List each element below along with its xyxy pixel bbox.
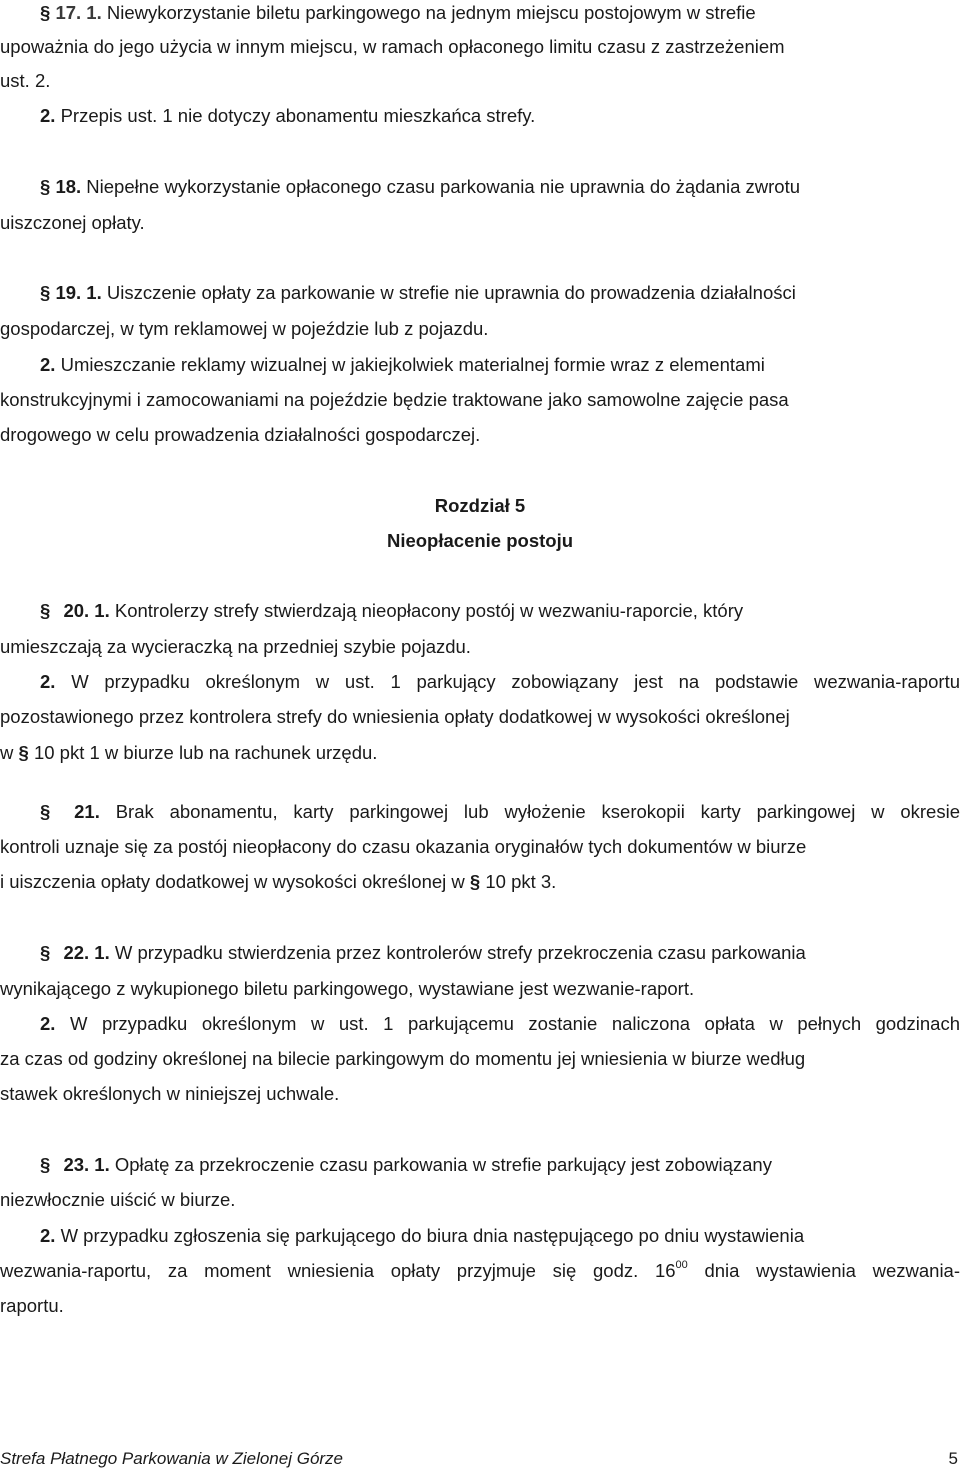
paragraph-17-line-1 (40, 2, 960, 24)
item-text: W przypadku określonym w ust. 1 parkujący zobowiązany jest na podstawie wezwania-raportu (71, 671, 960, 692)
paragraph-text: 10 pkt 3. (485, 871, 557, 892)
paragraph-19-line-1 (40, 282, 960, 304)
paragraph-number: 19. 1. (55, 282, 102, 303)
paragraph-19-item-2-line-1 (40, 354, 960, 376)
section-sign: § (40, 282, 51, 303)
item-text: w (0, 742, 14, 763)
section-sign: § (40, 2, 51, 23)
section-sign: § (40, 801, 51, 822)
paragraph-19-item-2-line-2: konstrukcyjnymi i zamocowaniami na pojeździe będzie traktowane jako samowolne zajęcie pasa (0, 389, 789, 410)
paragraph-21-line-3 (0, 871, 960, 893)
chapter-title: Rozdział 5 (434, 495, 526, 516)
paragraph-22-line-1 (40, 942, 960, 964)
paragraph-23-item-2-line-2 (0, 1260, 960, 1282)
paragraph-number: 23. 1. (63, 1154, 110, 1175)
paragraph-text: Opłatę za przekroczenie czasu parkowania w strefie parkujący jest zobowiązany (114, 1154, 772, 1175)
section-sign: § (40, 600, 51, 621)
item-number: 2. (40, 1013, 56, 1034)
paragraph-number: 21. (74, 801, 100, 822)
item-text: W przypadku zgłoszenia się parkującego do biura dnia następującego po dniu wystawienia (60, 1225, 805, 1246)
paragraph-text: Brak abonamentu, karty parkingowej lub wyłożenie kserokopii karty parkingowej w okresie (115, 801, 960, 822)
section-sign: § (40, 176, 51, 197)
item-text: wezwania-raportu, za moment wniesienia opłaty przyjmuje się godz. 16 (0, 1260, 676, 1281)
section-sign: § (40, 942, 51, 963)
paragraph-number: 17. 1. (55, 2, 102, 23)
paragraph-22-item-2-line-3: stawek określonych w niniejszej uchwale. (0, 1083, 340, 1104)
superscript: 00 (675, 1259, 688, 1271)
paragraph-20-item-2-line-2: pozostawionego przez kontrolera strefy do wniesienia opłaty dodatkowej w wysokości określonej (0, 706, 790, 727)
item-number: 2. (40, 671, 56, 692)
paragraph-text: Niewykorzystanie biletu parkingowego na jednym miejscu postojowym w strefie (106, 2, 756, 23)
paragraph-21-line-1 (40, 801, 960, 823)
paragraph-text: W przypadku stwierdzenia przez kontrolerów strefy przekroczenia czasu parkowania (114, 942, 806, 963)
paragraph-20-item-2-line-3 (0, 742, 960, 764)
item-text: Przepis ust. 1 nie dotyczy abonamentu mieszkańca strefy. (60, 105, 536, 126)
paragraph-21-line-2: kontroli uznaje się za postój nieopłacony do czasu okazania oryginałów tych dokumentów w biurze (0, 836, 807, 857)
paragraph-text: Niepełne wykorzystanie opłaconego czasu parkowania nie uprawnia do żądania zwrotu (86, 176, 801, 197)
chapter-subtitle: Nieopłacenie postoju (386, 530, 574, 551)
item-text: 10 pkt 1 w biurze lub na rachunek urzędu. (33, 742, 378, 763)
paragraph-23-item-2-line-1 (40, 1225, 960, 1247)
paragraph-20-item-2-line-1 (40, 671, 960, 693)
item-text: dnia wystawienia wezwania- (704, 1260, 960, 1281)
section-sign: § (40, 1154, 51, 1175)
paragraph-text: Kontrolerzy strefy stwierdzają nieopłacony postój w wezwaniu-raporcie, który (114, 600, 744, 621)
paragraph-23-item-2-line-3: raportu. (0, 1295, 64, 1316)
paragraph-18-line-2: uiszczonej opłaty. (0, 212, 145, 233)
paragraph-18-line-1 (40, 176, 960, 198)
paragraph-17-line-2: upoważnia do jego użycia w innym miejscu, w ramach opłaconego limitu czasu z zastrzeżeniem (0, 36, 785, 57)
paragraph-17-line-3: ust. 2. (0, 70, 51, 91)
paragraph-20-line-2: umieszczają za wycieraczką na przedniej szybie pojazdu. (0, 636, 471, 657)
page-number: 5 (948, 1449, 958, 1468)
paragraph-number: 20. 1. (63, 600, 110, 621)
item-number: 2. (40, 1225, 56, 1246)
section-sign: § (469, 871, 481, 892)
paragraph-text: Uiszczenie opłaty za parkowanie w strefie nie uprawnia do prowadzenia działalności (106, 282, 796, 303)
footer-title: Strefa Płatnego Parkowania w Zielonej Górze (0, 1449, 344, 1468)
paragraph-22-item-2-line-2: za czas od godziny określonej na bilecie parkingowym do momentu jej wniesienia w biurze według (0, 1048, 806, 1069)
item-number: 2. (40, 354, 56, 375)
paragraph-22-item-2-line-1 (40, 1013, 960, 1035)
paragraph-text: i uiszczenia opłaty dodatkowej w wysokości określonej w (0, 871, 465, 892)
paragraph-number: 22. 1. (63, 942, 110, 963)
item-text: W przypadku określonym w ust. 1 parkującemu zostanie naliczona opłata w pełnych godzinach (69, 1013, 960, 1034)
paragraph-17-item-2 (40, 105, 960, 127)
paragraph-23-line-1 (40, 1154, 960, 1176)
item-text: Umieszczanie reklamy wizualnej w jakiejkolwiek materialnej formie wraz z elementami (60, 354, 765, 375)
paragraph-number: 18. (55, 176, 82, 197)
paragraph-23-line-2: niezwłocznie uiścić w biurze. (0, 1189, 236, 1210)
paragraph-22-line-2: wynikającego z wykupionego biletu parkingowego, wystawiane jest wezwanie-raport. (0, 978, 695, 999)
paragraph-20-line-1 (40, 600, 960, 622)
paragraph-19-item-2-line-3: drogowego w celu prowadzenia działalności gospodarczej. (0, 424, 481, 445)
section-sign: § (18, 742, 29, 763)
paragraph-19-line-2: gospodarczej, w tym reklamowej w pojeździe lub z pojazdu. (0, 318, 489, 339)
item-number: 2. (40, 105, 56, 126)
